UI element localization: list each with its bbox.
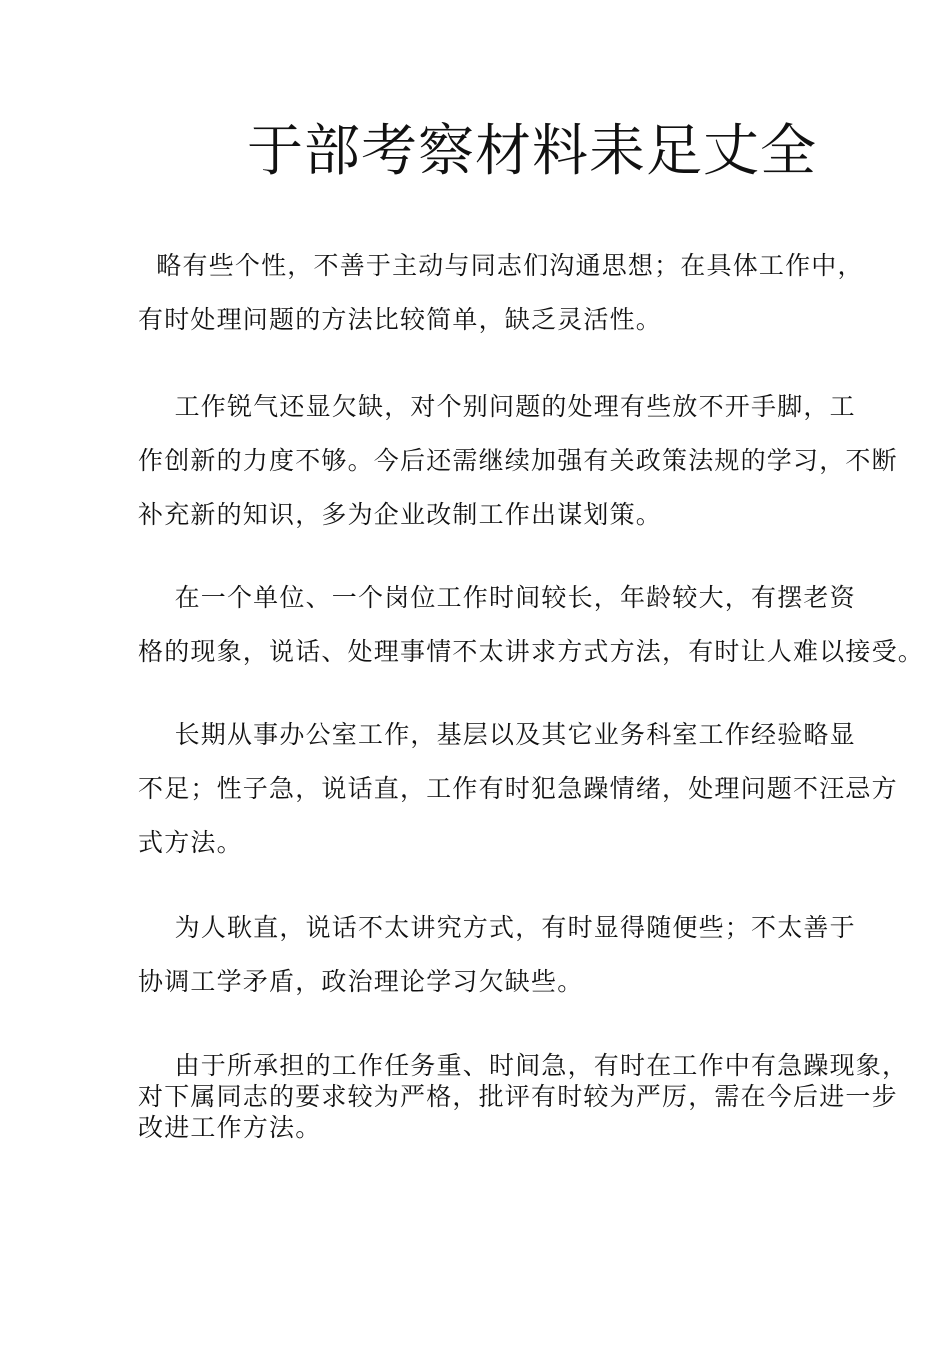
paragraph-line: 在一个单位、一个岗位工作时间较长，年龄较大，有摆老资 [138,583,856,612]
paragraph-line: 有时处理问题的方法比较简单，缺乏灵活性。 [138,305,663,334]
paragraph-line: 略有些个性，不善于主动与同志们沟通思想；在具体工作中， [138,251,864,280]
paragraph-line: 作创新的力度不够。今后还需继续加强有关政策法规的学习，不断 [138,446,898,475]
paragraph-line: 格的现象，说话、处理事情不太讲求方式方法，有时让人难以接受。 [138,637,925,666]
paragraph-line: 工作锐气还显欠缺，对个别问题的处理有些放不开手脚，工 [138,392,856,421]
paragraph-line: 为人耿直，说话不太讲究方式，有时显得随便些；不太善于 [138,913,856,942]
paragraph-line: 由于所承担的工作任务重、时间急，有时在工作中有急躁现象， [138,1051,909,1080]
paragraph-line: 式方法。 [138,828,243,857]
paragraph-5 [138,901,950,1009]
paragraph-3 [138,571,950,679]
paragraph-line: 对下属同志的要求较为严格，批评有时较为严厉，需在今后进一步 [138,1082,898,1111]
paragraph-2 [138,380,950,542]
paragraph-line: 补充新的知识，多为企业改制工作出谋划策。 [138,500,663,529]
paragraph-line: 协调工学矛盾，政治理论学习欠缺些。 [138,967,584,996]
paragraph-line: 不足；性子急，说话直，工作有时犯急躁情绪，处理问题不汪忌方 [138,774,898,803]
paragraph-line: 长期从事办公室工作，基层以及其它业务科室工作经验略显 [138,720,856,749]
paragraph-6 [138,1050,950,1143]
paragraph-1 [138,239,950,347]
document-title: 于部考察材料耒足丈全 [247,119,817,184]
paragraph-4 [138,708,950,870]
paragraph-line: 改进工作方法。 [138,1113,322,1142]
